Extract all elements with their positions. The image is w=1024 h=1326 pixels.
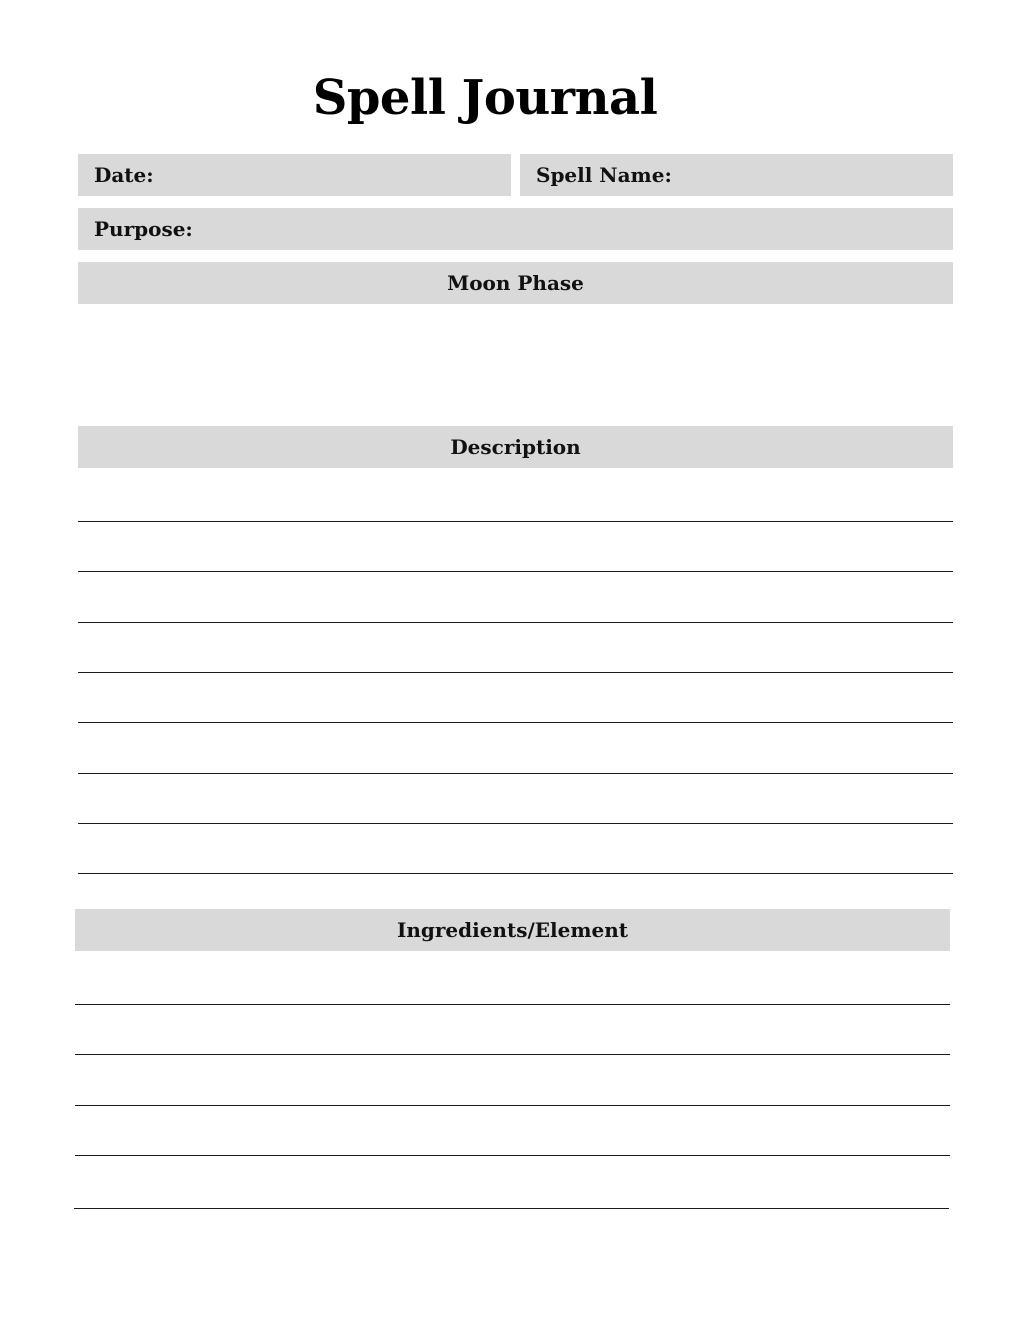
moon-phase-header: [78, 262, 953, 304]
moon-phase-label: Moon Phase: [447, 271, 584, 295]
purpose-field[interactable]: [78, 208, 953, 250]
description-line[interactable]: [78, 571, 953, 572]
ingredients-line[interactable]: [75, 1004, 950, 1005]
description-line[interactable]: [78, 773, 953, 774]
description-line[interactable]: [78, 873, 953, 874]
ingredients-line[interactable]: [75, 1155, 950, 1156]
purpose-label: Purpose:: [94, 217, 193, 241]
description-line[interactable]: [78, 722, 953, 723]
purpose-input[interactable]: [201, 207, 953, 251]
ingredients-line[interactable]: [74, 1208, 949, 1209]
spell-name-label: Spell Name:: [536, 163, 672, 187]
date-label: Date:: [94, 163, 154, 187]
spell-name-input[interactable]: [680, 153, 953, 197]
spell-name-field[interactable]: [520, 154, 953, 196]
description-line[interactable]: [78, 521, 953, 522]
description-line[interactable]: [78, 622, 953, 623]
page-title: Spell Journal: [312, 70, 658, 126]
date-field[interactable]: [78, 154, 511, 196]
ingredients-line[interactable]: [75, 1054, 950, 1055]
ingredients-label: Ingredients/Element: [396, 918, 629, 942]
description-header: [78, 426, 953, 468]
description-line[interactable]: [78, 823, 953, 824]
moon-phases-row: [0, 336, 1024, 394]
date-input[interactable]: [162, 153, 511, 197]
description-line[interactable]: [78, 672, 953, 673]
ingredients-line[interactable]: [75, 1105, 950, 1106]
description-label: Description: [450, 435, 581, 459]
ingredients-header: [75, 909, 950, 951]
